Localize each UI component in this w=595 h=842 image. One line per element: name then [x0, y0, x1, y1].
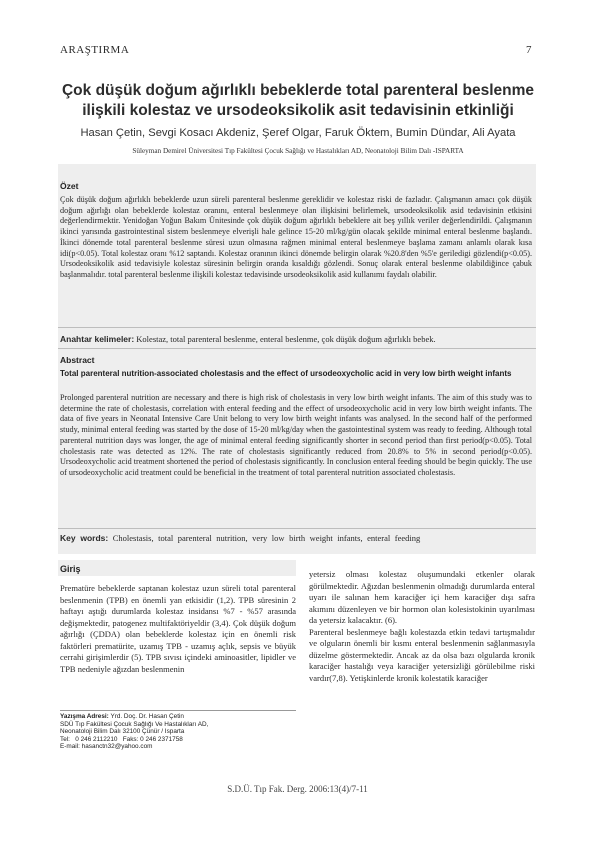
paragraph: Parenteral beslenmeye bağlı kolestazda etkin tedavi tartışmalıdır ve olguların önemli bir kısmı enteral beslenmenin sağlanmasıyla düzelme göstermektedir. Ancak az da olsa bazı olgularda kronik karaciğer hastalığı veya karaciğer yetersizliği görülebilme riski vardır(7,8). Yetişkinlerde kronik kolestatik karaciğer	[309, 626, 535, 683]
abstract-subtitle: Total parenteral nutrition-associated cholestasis and the effect of ursodeoxycholic acid in very low birth weight infants	[60, 369, 512, 378]
section-label: ARAŞTIRMA	[60, 44, 130, 56]
divider	[58, 528, 536, 529]
keywords-text: Cholestasis, total parenteral nutrition, very low birth weight infants, enteral feeding	[108, 533, 421, 543]
correspondence-divider	[60, 710, 296, 711]
paragraph: Prematüre bebeklerde saptanan kolestaz uzun süreli total parenteral beslenmenin (TPB) en önemli yan etkisidir (1,2). TPB süresinin 2 haftayı aştığı durumlarda kolestaz insidansı %7 - %57 arasında değişmektedir, patogenez multifaktöriyeldir (3,4). Çok düşük doğum ağırlığı (ÇDDA) olan bebeklerde kolestaz için en önemli risk faktörleri prematürite, uzamış TPB - uzamış açlık, sepsis ve büyük cerrahi girişimlerdir (5). TPB sıvısı içindeki aminoasitler, lipidler ve TPB nedeniyle ağızdan beslenmenin	[60, 583, 296, 674]
correspondence-block	[60, 713, 296, 751]
page-number: 7	[526, 44, 532, 56]
correspondence-line: Neonatoloji Bilim Dalı 32100 Çünür / Isparta	[60, 728, 185, 736]
affiliation: Süleyman Demirel Üniversitesi Tıp Fakültesi Çocuk Sağlığı ve Hastalıkları AD, Neonatoloji Bilim Dalı -ISPARTA	[132, 147, 464, 155]
keywords-text: Kolestaz, total parenteral beslenme, enteral beslenme, çok düşük doğum ağırlıklı bebek.	[134, 334, 436, 344]
intro-heading: Giriş	[60, 564, 81, 574]
article-title: Çok düşük doğum ağırlıklı bebeklerde total parenteral beslenme ilişkili kolestaz ve ursodeoksikolik asit tedavisinin etkinliği	[61, 82, 535, 119]
keywords-label: Key words:	[60, 533, 109, 543]
abstract-heading: Abstract	[60, 355, 95, 365]
divider	[58, 348, 536, 349]
correspondence-line: Tel: 0 246 2112210 Faks: 0 246 2371758	[60, 735, 183, 743]
intro-right-column	[309, 569, 535, 684]
ozet-keywords	[60, 334, 536, 344]
correspondence-line	[60, 713, 296, 721]
abstract-text: Prolonged parenteral nutrition are necessary and there is high risk of cholestasis in very low birth weight infants. The aim of this study was to determine the rate of cholestasis, correlation with enteral feeding and the effect of ursodeoxycholic acid in very low birth weight infants. The data of five years in Neonatal Intensive Care Unit belong to very low birth weight infants was analysed. In the second half of the performed study, minimal enteral feeding was started by the dose of 15-20 ml/kg/day when the gastointestinal system was ready to feeding. Although total parenteral nutrition days was longer, the age of minimal enteral feeding significantly shorter in second period than first period(p<0.05). Total cholestasis rate was detected as 12%. The rate of cholestasis significantly reduced from 20.8% to 5% in second period(p<0.05). Ursodeoxycholic acid treatment shortened the period of cholestasis significantly. In conclusion enteral feeding should be begin quickly. The use of ursodeoxycholic acid treatment could be beneficial in the treatment of total parenteral nutrition associated cholestasis.	[60, 393, 532, 477]
journal-footer: S.D.Ü. Tıp Fak. Derg. 2006:13(4)/7-11	[227, 784, 368, 794]
abstract-keywords	[60, 533, 536, 543]
ozet-heading: Özet	[60, 181, 79, 191]
ozet-text: Çok düşük doğum ağırlıklı bebeklerde uzun süreli parenteral beslenme gereklidir ve kolestaz riski de fazladır. Çalışmanın amacı çok düşük doğum ağırlığı olan bebeklerde kolestaz oranını, enteral beslenmeye olan ilişkisini belirlemek, ursodeoksikolik asid tedavisinin etkisini değerlendirmektir. Yenidoğan Yoğun Bakım Ünitesinde çok düşük doğum ağırlıklı bebeklere ait beş yıllık veriler değerlendirildi. Çalışmanın ikinci yarısında gastrointestinal sistem beslenmeye elverişli hale gelince 15-20 ml/kg/gün olacak şekilde minimal enteral beslenme başlandı. İkinci dönemde total parenteral beslenme süresi uzun olmasına rağmen minimal enteral beslenmeye başlama zamanı anlamlı olarak kısa idi(p<0.05). Total kolestaz oranı %12 saptandı. Kolestaz oranının ikinci dönemde belirgin olarak %20.8'den %5'e geriledigi gözlendi(p<0.05). Ursodeoksikolik asid tedavisiyle kolestaz süresinin belirgin oranda kısaldığı gözlendi. Sonuç olarak enteral beslenme olabildiğince çabuk başlanmalıdır. total parenteral beslenme ilişkili kolestaz tedavisinde ursodeoksikolik asid kullanımı faydalı olabilir.	[60, 195, 532, 279]
intro-left-column	[60, 583, 296, 675]
correspondence-line: SDÜ Tıp Fakültesi Çocuk Sağlığı Ve Hastalıkları AD,	[60, 720, 209, 728]
keywords-label: Anahtar kelimeler:	[60, 334, 135, 344]
paragraph: yetersiz olması kolestaz oluşumundaki etkenler olarak görülmektedir. Ağızdan beslenmenin olmadığı durumlarda enteral uyarı ile salınan hem karaciğer içi hem karaciğer dışı safra akımını düzenleyen ve bir hormon olan kolesistokinin uyarılması da yetersiz kalacaktır. (6).	[309, 569, 535, 625]
correspondence-label: Yazışma Adresi:	[60, 713, 109, 720]
intro-heading-box	[58, 560, 296, 576]
author-list: Hasan Çetin, Sevgi Kosacı Akdeniz, Şeref Olgar, Faruk Öktem, Bumin Dündar, Ali Ayata	[80, 127, 516, 139]
correspondence-name: Yrd. Doç. Dr. Hasan Çetin	[108, 713, 184, 720]
divider	[58, 327, 536, 328]
correspondence-email[interactable]: E-mail: hasanctn32@yahoo.com	[60, 743, 153, 751]
